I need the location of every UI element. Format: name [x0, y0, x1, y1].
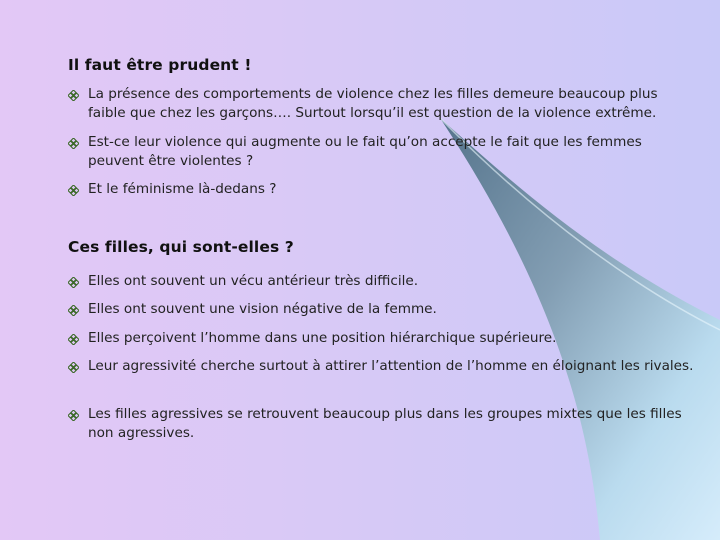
list-item: Leur agressivité cherche surtout à attirer l’attention de l’homme en éloignant les rivales.	[68, 357, 698, 376]
diamond-quad-icon	[68, 180, 82, 199]
list-item: La présence des comportements de violence chez les filles demeure beaucoup plus faible que chez les garçons…. Surtout lorsqu’il est question de la violence extrême.	[68, 85, 698, 123]
diamond-quad-icon	[68, 272, 82, 291]
diamond-quad-icon	[68, 85, 82, 104]
diamond-quad-icon	[68, 300, 82, 319]
diamond-quad-icon	[68, 405, 82, 424]
list-item: Elles perçoivent l’homme dans une position hiérarchique supérieure.	[68, 329, 698, 348]
section-title-prudent: Il faut être prudent !	[68, 56, 252, 74]
diamond-quad-icon	[68, 329, 82, 348]
diamond-quad-icon	[68, 357, 82, 376]
section-title-who: Ces filles, qui sont-elles ?	[68, 238, 294, 256]
list-item: Elles ont souvent une vision négative de la femme.	[68, 300, 698, 319]
diamond-quad-icon	[68, 133, 82, 152]
list-item: Elles ont souvent un vécu antérieur très difficile.	[68, 272, 698, 291]
list-item: Et le féminisme là-dedans ?	[68, 180, 698, 199]
list-item: Est-ce leur violence qui augmente ou le fait qu’on accepte le fait que les femmes peuvent être violentes ?	[68, 133, 698, 171]
list-item: Les filles agressives se retrouvent beaucoup plus dans les groupes mixtes que les filles non agressives.	[68, 405, 698, 443]
